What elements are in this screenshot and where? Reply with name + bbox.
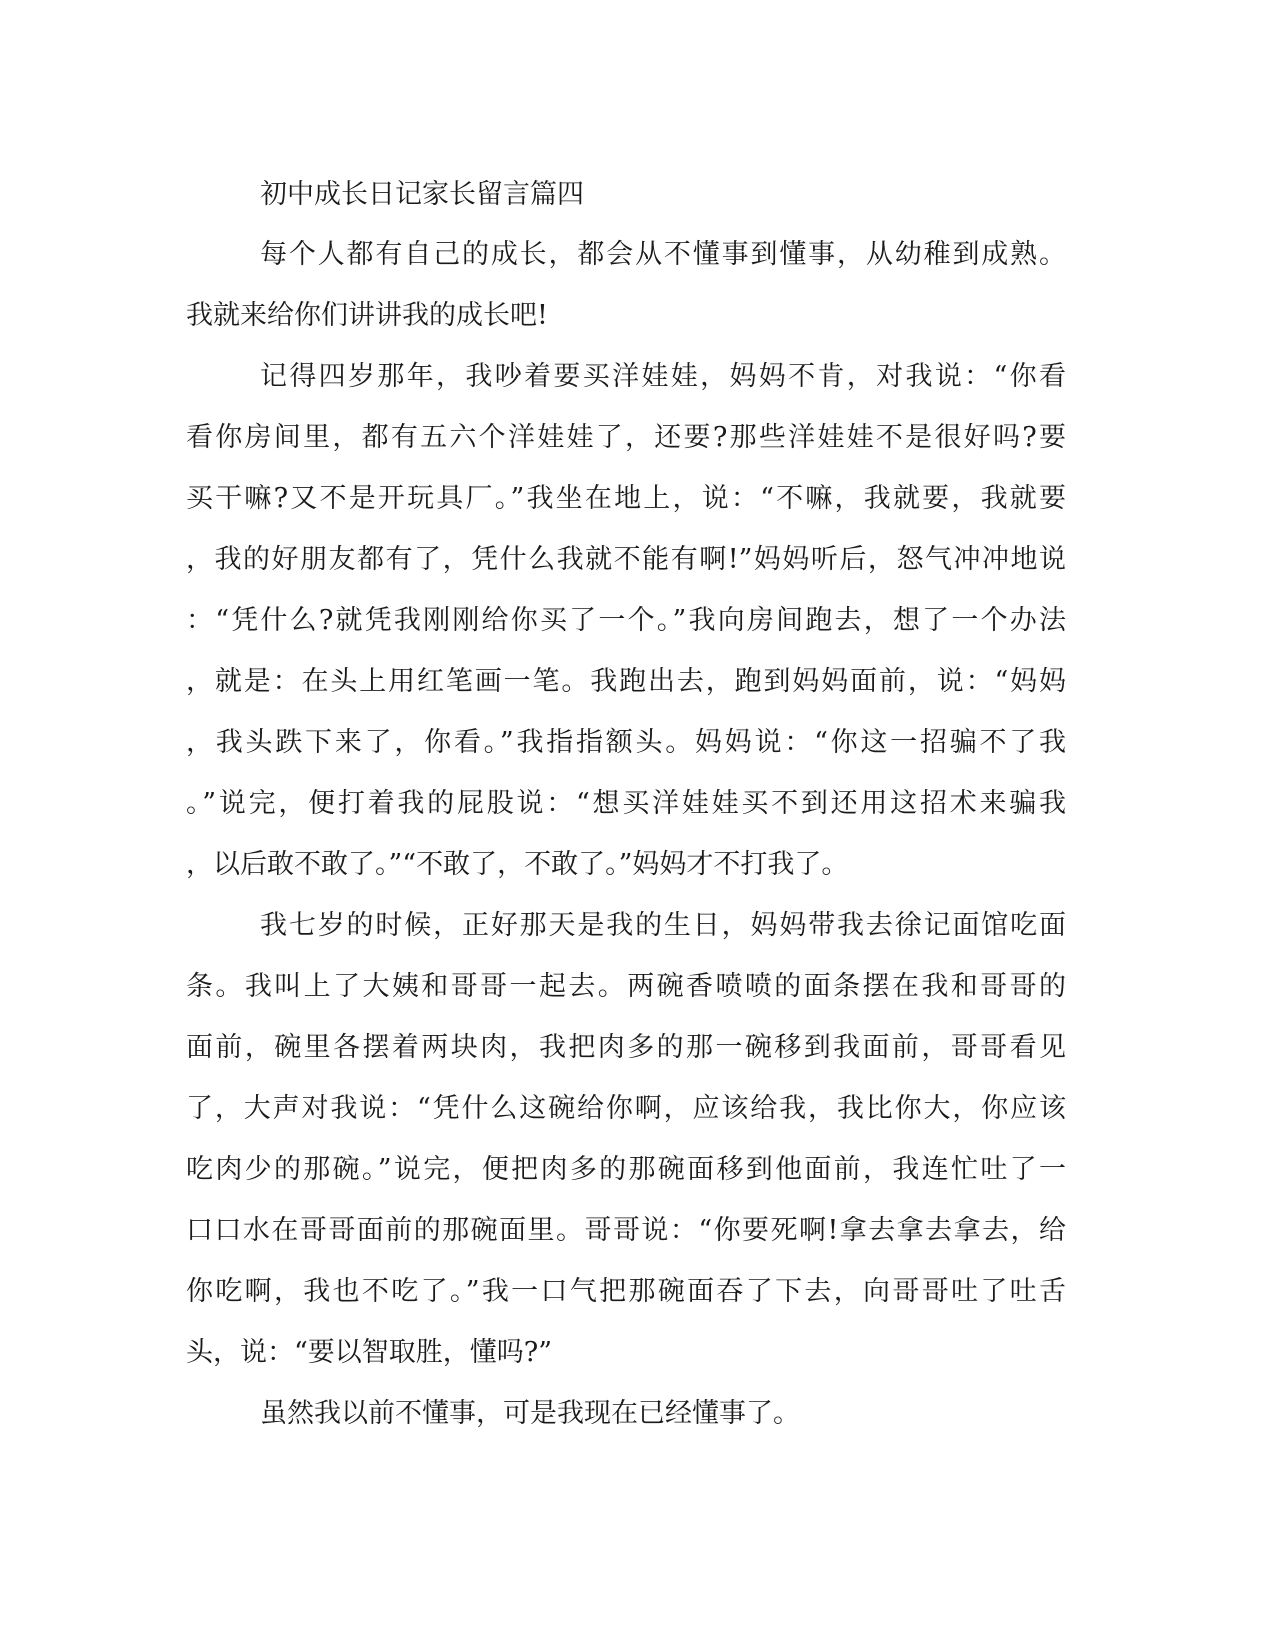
text-line: 买干嘛?又不是开玩具厂。”我坐在地上，说：“不嘛，我就要，我就要: [186, 483, 1066, 514]
text-line: 虽然我以前不懂事，可是我现在已经懂事了。: [260, 1398, 800, 1429]
text-line: 头，说：“要以智取胜，懂吗?”: [186, 1337, 553, 1368]
text-line: 我七岁的时候，正好那天是我的生日，妈妈带我去徐记面馆吃面: [260, 910, 1066, 941]
text-line: 口口水在哥哥面前的那碗面里。哥哥说：“你要死啊!拿去拿去拿去，给: [186, 1215, 1066, 1246]
text-line: ：“凭什么?就凭我刚刚给你买了一个。”我向房间跑去，想了一个办法: [186, 605, 1066, 636]
text-line: 看你房间里，都有五六个洋娃娃了，还要?那些洋娃娃不是很好吗?要: [186, 422, 1066, 453]
paragraph-noodle-story: [186, 895, 1066, 1383]
text-line: 。”说完，便打着我的屁股说：“想买洋娃娃买不到还用这招术来骗我: [186, 788, 1066, 819]
text-line: 你吃啊，我也不吃了。”我一口气把那碗面吞了下去，向哥哥吐了吐舌: [186, 1276, 1066, 1307]
text-line: 每个人都有自己的成长，都会从不懂事到懂事，从幼稚到成熟。: [260, 239, 1066, 270]
paragraph-intro: [186, 224, 1066, 346]
text-line: ，以后敢不敢了。”“不敢了，不敢了。”妈妈才不打我了。: [186, 849, 849, 880]
text-line: 我就来给你们讲讲我的成长吧!: [186, 300, 548, 331]
text-line: ，就是：在头上用红笔画一笔。我跑出去，跑到妈妈面前，说：“妈妈: [186, 666, 1066, 697]
document-body: [186, 166, 1066, 1444]
paragraph-doll-story: [186, 346, 1066, 895]
paragraph-conclusion: [186, 1383, 1066, 1444]
text-line: 面前，碗里各摆着两块肉，我把肉多的那一碗移到我面前，哥哥看见: [186, 1032, 1066, 1063]
text-line: 条。我叫上了大姨和哥哥一起去。两碗香喷喷的面条摆在我和哥哥的: [186, 971, 1066, 1002]
text-line: ，我的好朋友都有了，凭什么我就不能有啊!”妈妈听后，怒气冲冲地说: [186, 544, 1066, 575]
text-line: 记得四岁那年，我吵着要买洋娃娃，妈妈不肯，对我说：“你看: [260, 361, 1066, 392]
text-line: 了，大声对我说：“凭什么这碗给你啊，应该给我，我比你大，你应该: [186, 1093, 1066, 1124]
document-title: 初中成长日记家长留言篇四: [260, 179, 584, 210]
text-line: 吃肉少的那碗。”说完，便把肉多的那碗面移到他面前，我连忙吐了一: [186, 1154, 1066, 1185]
text-line: ，我头跌下来了，你看。”我指指额头。妈妈说：“你这一招骗不了我: [186, 727, 1066, 758]
